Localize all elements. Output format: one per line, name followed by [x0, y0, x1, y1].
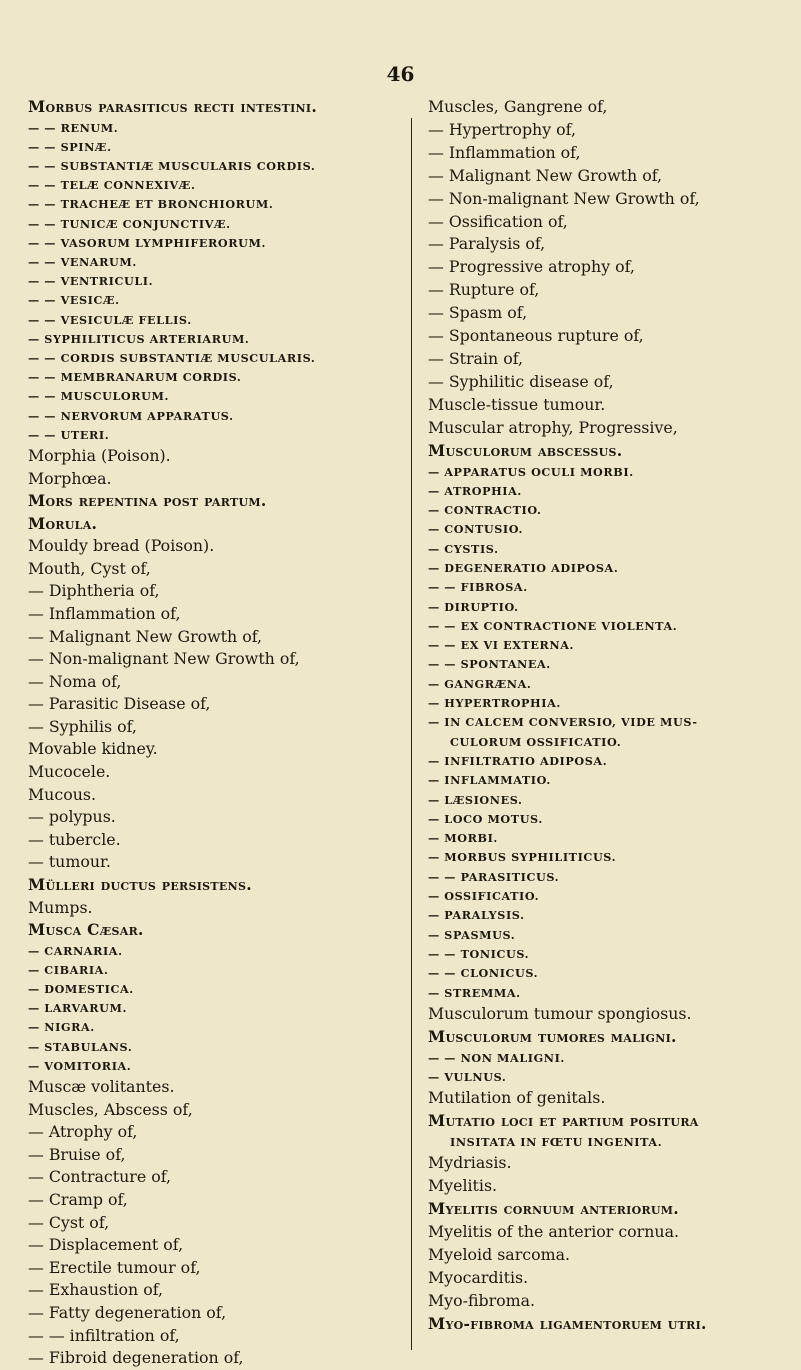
- index-entry: Muscle-tissue tumour.: [428, 394, 606, 414]
- index-entry: — — TRACHEÆ ET BRONCHIORUM.: [28, 197, 274, 212]
- index-entry: — LARVARUM.: [28, 1001, 127, 1016]
- index-entry: — Fatty degeneration of,: [28, 1303, 227, 1322]
- index-entry: Musculorum tumores maligni.: [428, 1026, 677, 1046]
- index-entry: Musculorum abscessus.: [428, 440, 623, 460]
- index-entry: — Parasitic Disease of,: [28, 694, 211, 714]
- index-entry: Muscular atrophy, Progressive,: [428, 417, 678, 437]
- index-entry: — DIRUPTIO.: [428, 599, 519, 614]
- index-entry: — IN CALCEM CONVERSIO, VIDE MUS-: [428, 715, 698, 730]
- index-entry: Mutatio loci et partium positura: [428, 1111, 699, 1131]
- index-entry: — Rupture of,: [428, 280, 540, 300]
- index-entry: — PARALYSIS.: [428, 908, 525, 923]
- index-entry: Morbus parasiticus recti intestini.: [28, 97, 318, 116]
- index-entry: — CONTRACTIO.: [428, 503, 542, 518]
- index-entry: Myelitis.: [428, 1176, 498, 1196]
- index-entry: Mumps.: [28, 897, 93, 917]
- column-divider: [411, 118, 412, 1350]
- index-entry: — Cyst of,: [28, 1212, 110, 1232]
- index-entry: — — VESICÆ.: [28, 293, 120, 308]
- index-entry: — CIBARIA.: [28, 962, 109, 977]
- index-entry: — — NERVORUM APPARATUS.: [28, 408, 234, 423]
- index-entry: — — infiltration of,: [28, 1325, 180, 1345]
- index-entry: Myeloid sarcoma.: [428, 1244, 571, 1264]
- index-entry: — Syphilis of,: [28, 716, 137, 736]
- index-entry: — Spontaneous rupture of,: [428, 326, 644, 346]
- index-entry: — INFLAMMATIO.: [428, 773, 551, 788]
- index-entry: Mutilation of genitals.: [428, 1088, 606, 1108]
- index-entry: — tumour.: [28, 852, 111, 872]
- index-entry: — Atrophy of,: [28, 1122, 138, 1142]
- index-entry: Myelitis cornuum anteriorum.: [428, 1199, 679, 1219]
- index-entry: — Hypertrophy of,: [428, 119, 576, 139]
- index-entry: — Progressive atrophy of,: [428, 257, 635, 277]
- index-entry: — SPASMUS.: [428, 927, 516, 942]
- index-entry: — Fibroid degeneration of,: [28, 1348, 244, 1368]
- index-entry: — — SPINÆ.: [28, 139, 112, 154]
- page-number: 46: [386, 62, 415, 86]
- index-entry: — CONTUSIO.: [428, 522, 523, 537]
- index-entry: — — CLONICUS.: [428, 966, 539, 981]
- index-entry: — APPARATUS OCULI MORBI.: [428, 464, 634, 479]
- index-entry: — Syphilitic disease of,: [428, 371, 614, 391]
- index-entry: — Ossification of,: [428, 211, 568, 231]
- index-entry: — Non-malignant New Growth of,: [428, 188, 700, 208]
- index-entry: Movable kidney.: [28, 739, 158, 759]
- index-entry: — tubercle.: [28, 829, 121, 849]
- index-entry: — VOMITORIA.: [28, 1058, 132, 1073]
- index-entry: Mouldy bread (Poison).: [28, 536, 215, 556]
- index-entry: — INFILTRATIO ADIPOSA.: [428, 753, 608, 768]
- index-entry: CULORUM OSSIFICATIO.: [450, 734, 622, 749]
- index-entry: — STREMMA.: [428, 985, 521, 1000]
- index-entry: — — FIBROSA.: [428, 580, 528, 595]
- index-entry: — — EX CONTRACTIONE VIOLENTA.: [428, 618, 678, 633]
- index-entry: Mors repentina post partum.: [28, 491, 267, 511]
- index-entry: — — SPONTANEA.: [428, 657, 551, 672]
- index-entry: — MORBUS SYPHILITICUS.: [428, 850, 617, 865]
- index-entry: — DEGENERATIO ADIPOSA.: [428, 560, 619, 575]
- index-entry: Morphia (Poison).: [28, 445, 171, 465]
- index-entry: — — TONICUS.: [428, 946, 530, 961]
- index-entry: Mucous.: [28, 784, 97, 804]
- index-entry: — STABULANS.: [28, 1039, 133, 1054]
- index-entry: — Noma of,: [28, 671, 122, 691]
- index-entry: — Bruise of,: [28, 1144, 126, 1164]
- index-entry: — — EX VI EXTERNA.: [428, 638, 575, 653]
- index-entry: — — UTERI.: [28, 427, 110, 442]
- index-entry: — Contracture of,: [28, 1167, 172, 1187]
- index-entry: — — NON MALIGNI.: [428, 1050, 565, 1065]
- index-entry: — DOMESTICA.: [28, 982, 134, 997]
- index-entry: — — TELÆ CONNEXIVÆ.: [28, 178, 196, 193]
- index-entry: — — VENTRICULI.: [28, 274, 154, 289]
- index-entry: — ATROPHIA.: [428, 483, 522, 498]
- index-entry: — — SUBSTANTIÆ MUSCULARIS CORDIS.: [28, 158, 316, 173]
- right-column: [428, 96, 783, 1336]
- index-entry: — — VENARUM.: [28, 254, 137, 269]
- index-entry: — Strain of,: [428, 348, 524, 368]
- index-entry: — — MEMBRANARUM CORDIS.: [28, 370, 242, 385]
- index-entry: — Malignant New Growth of,: [28, 626, 263, 646]
- index-entry: — — VESICULÆ FELLIS.: [28, 312, 192, 327]
- index-entry: — LÆSIONES.: [428, 792, 523, 807]
- index-entry: — polypus.: [28, 807, 116, 827]
- index-entry: — — VASORUM LYMPHIFERORUM.: [28, 235, 266, 250]
- index-entry: Muscles, Abscess of,: [28, 1099, 193, 1119]
- index-entry: — LOCO MOTUS.: [428, 811, 543, 826]
- index-entry: Mouth, Cyst of,: [28, 558, 151, 578]
- index-entry: — Malignant New Growth of,: [428, 165, 663, 185]
- index-entry: — Spasm of,: [428, 303, 528, 323]
- index-entry: — HYPERTROPHIA.: [428, 696, 561, 711]
- index-entry: — OSSIFICATIO.: [428, 889, 540, 904]
- left-column: [28, 96, 408, 1370]
- index-entry: — Non-malignant New Growth of,: [28, 649, 300, 669]
- index-entry: — NIGRA.: [28, 1020, 95, 1035]
- index-entry: Mülleri ductus persistens.: [28, 875, 252, 895]
- index-entry: — CYSTIS.: [428, 541, 499, 556]
- index-entry: Morphœa.: [28, 468, 112, 488]
- index-entry: — GANGRÆNA.: [428, 676, 532, 691]
- index-entry: — Paralysis of,: [428, 234, 546, 254]
- index-entry: — — RENUM.: [28, 120, 119, 135]
- index-entry: — Erectile tumour of,: [28, 1257, 201, 1277]
- index-entry: — — PARASITICUS.: [428, 869, 560, 884]
- index-entry: — Exhaustion of,: [28, 1280, 164, 1300]
- index-entry: — VULNUS.: [428, 1069, 507, 1084]
- index-entry: — CARNARIA.: [28, 943, 123, 958]
- index-entry: INSITATA IN FŒTU INGENITA.: [450, 1135, 663, 1150]
- index-entry: Musca Cæsar.: [28, 920, 144, 940]
- index-entry: — SYPHILITICUS ARTERIARUM.: [28, 331, 250, 346]
- index-entry: — MORBI.: [428, 831, 498, 846]
- index-entry: Muscles, Gangrene of,: [428, 97, 608, 116]
- index-entry: Muscæ volitantes.: [28, 1077, 175, 1097]
- index-entry: Mucocele.: [28, 762, 111, 782]
- index-entry: Myocarditis.: [428, 1267, 529, 1287]
- index-entry: — Cramp of,: [28, 1190, 128, 1210]
- index-entry: Myo-fibroma ligamentoruem utri.: [428, 1313, 707, 1333]
- index-entry: Myo-fibroma.: [428, 1290, 536, 1310]
- index-entry: — Displacement of,: [28, 1235, 184, 1255]
- index-entry: — — TUNICÆ CONJUNCTIVÆ.: [28, 216, 231, 231]
- index-entry: — Inflammation of,: [428, 142, 581, 162]
- index-entry: Musculorum tumour spongiosus.: [428, 1003, 692, 1023]
- index-entry: Mydriasis.: [428, 1153, 512, 1173]
- index-entry: — Diphtheria of,: [28, 581, 160, 601]
- index-entry: — Inflammation of,: [28, 603, 181, 623]
- index-entry: — — CORDIS SUBSTANTIÆ MUSCULARIS.: [28, 350, 316, 365]
- index-entry: Myelitis of the anterior cornua.: [428, 1222, 680, 1242]
- index-entry: Morula.: [28, 513, 98, 533]
- index-entry: — — MUSCULORUM.: [28, 389, 169, 404]
